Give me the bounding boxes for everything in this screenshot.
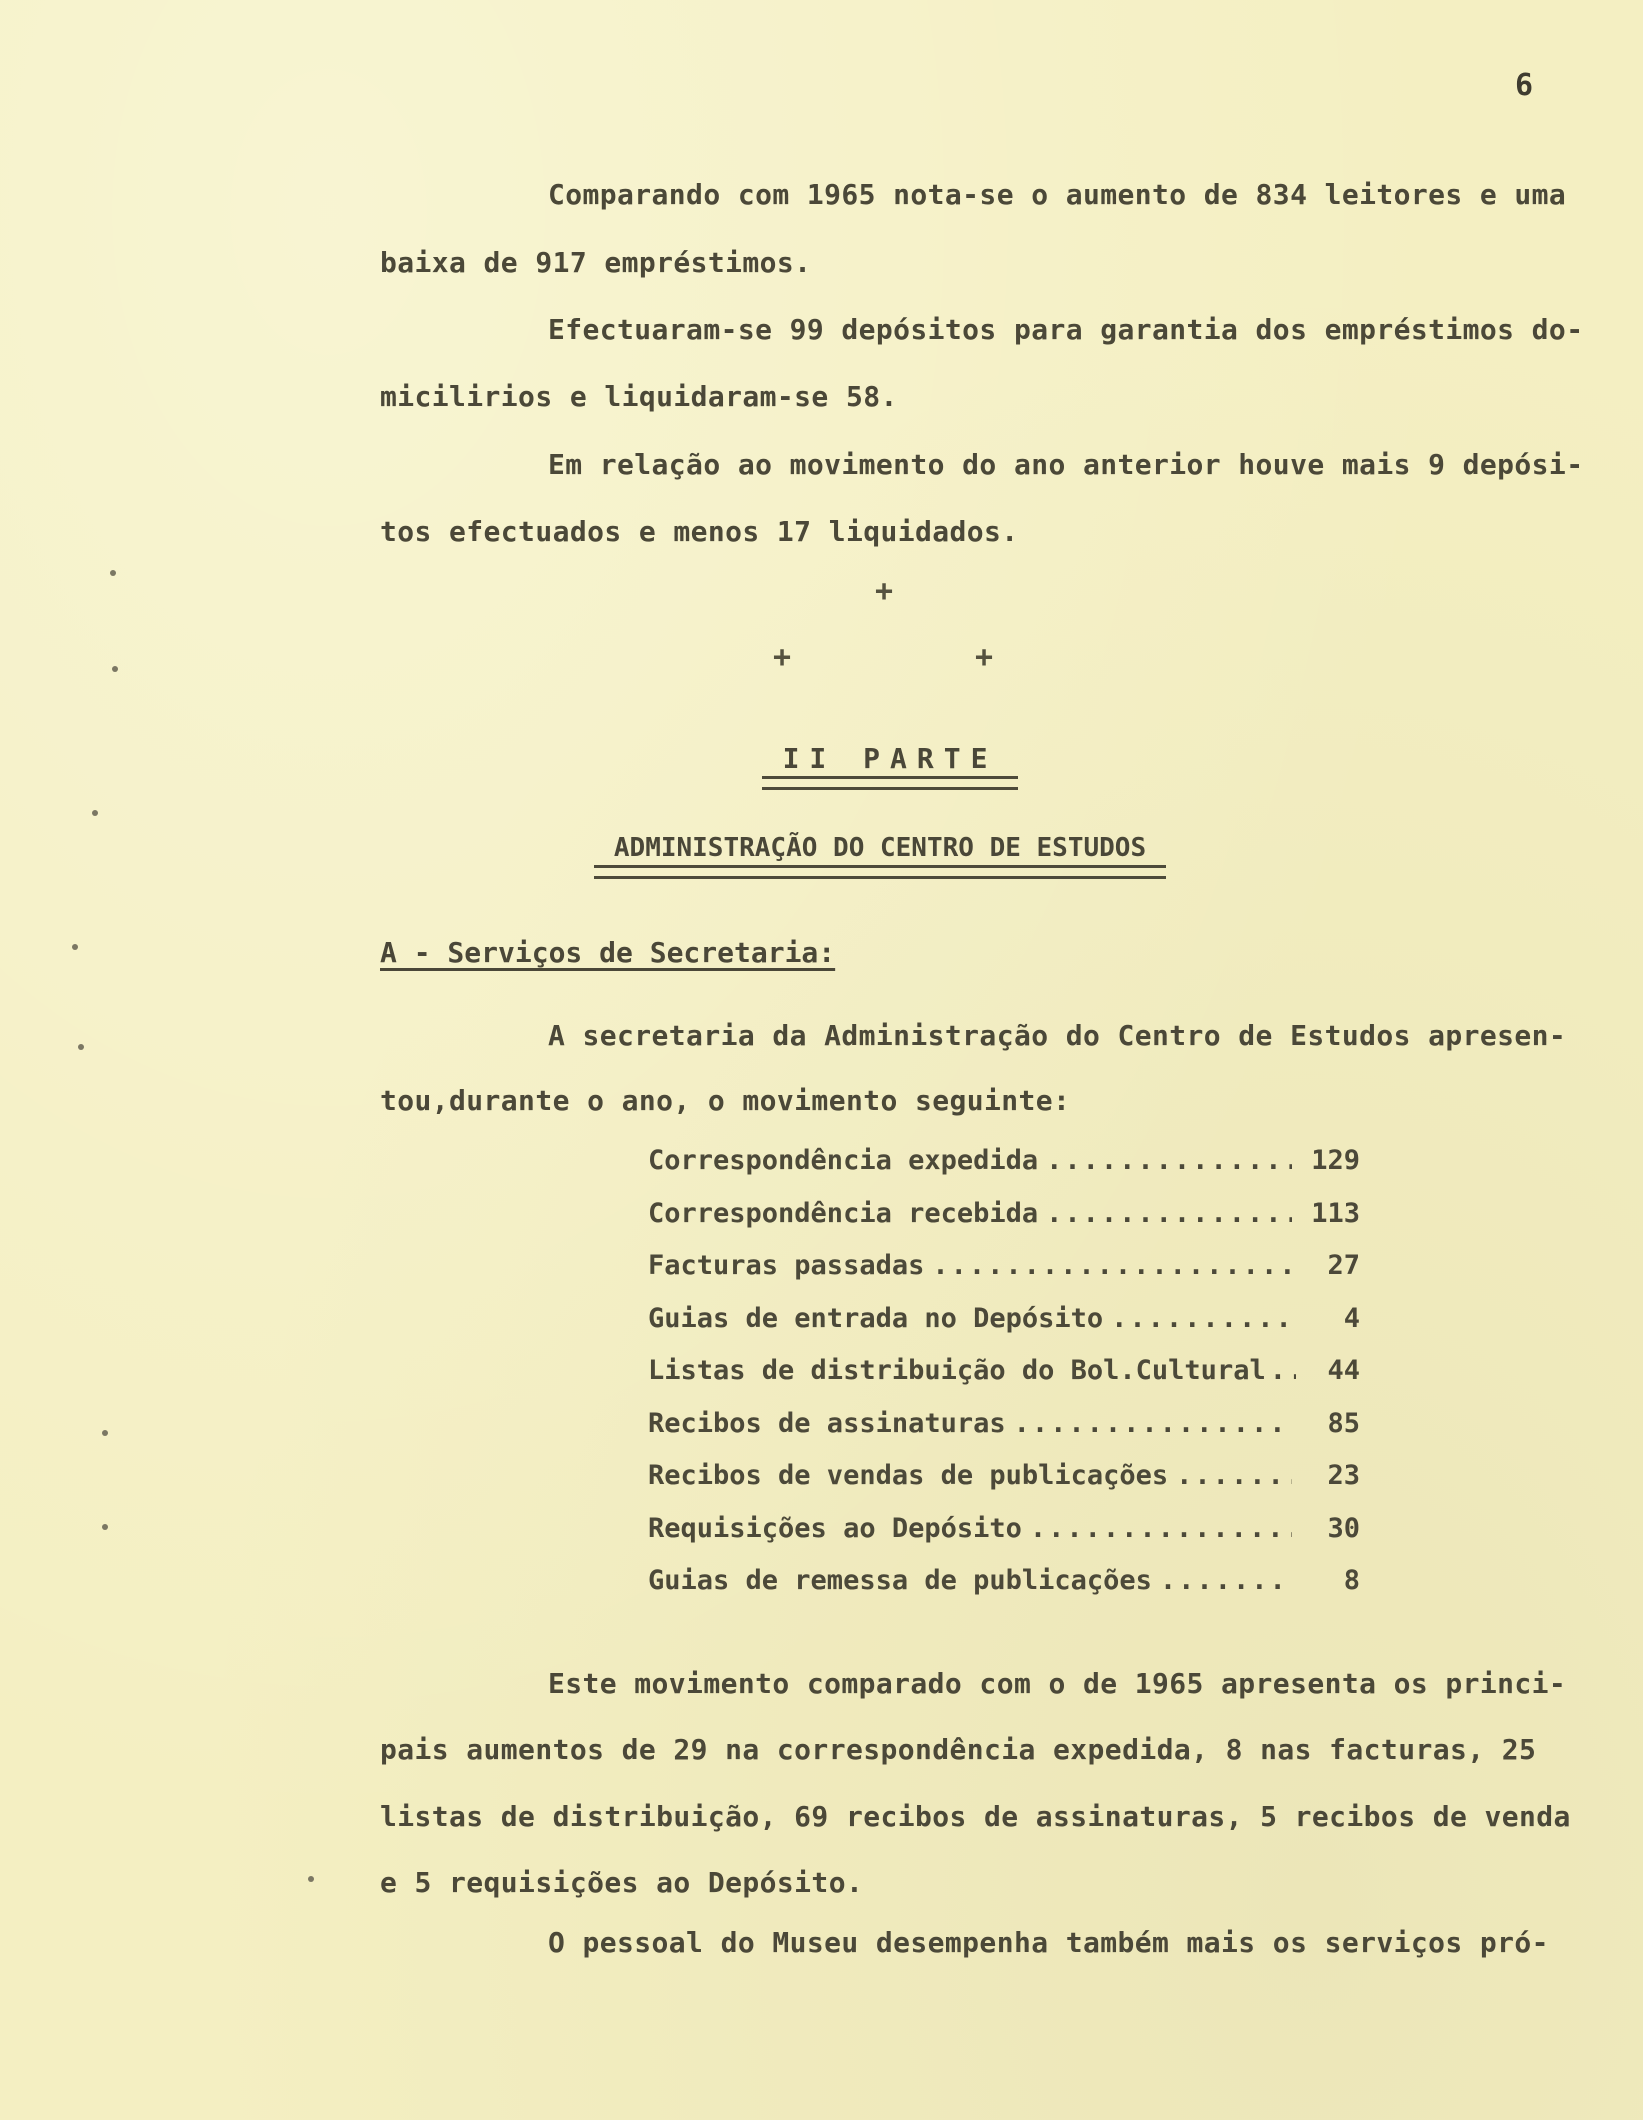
leader-dots <box>1111 1303 1292 1334</box>
movements-list <box>648 1145 1360 1618</box>
section-title: A - Serviços de Secretaria: <box>380 936 836 969</box>
intro-line-1: A secretaria da Administração do Centro de Estudos apresen- <box>548 1019 1567 1052</box>
intro-line-2: tou,durante o ano, o movimento seguinte: <box>380 1084 1071 1117</box>
leader-dots <box>1046 1198 1292 1229</box>
list-item-label: Requisições ao Depósito <box>648 1512 1022 1544</box>
leader-dots <box>932 1250 1292 1281</box>
list-item-value: 85 <box>1327 1407 1360 1439</box>
margin-speck <box>92 810 98 816</box>
list-item-label: Listas de distribuição do Bol.Cultural <box>648 1355 1266 1386</box>
comparison-line-2: pais aumentos de 29 na correspondência expedida, 8 nas facturas, 25 <box>380 1733 1537 1766</box>
separator-mark-right: + <box>975 640 994 675</box>
margin-speck <box>110 570 116 576</box>
page-number: 6 <box>1514 68 1533 103</box>
list-item-label: Guias de entrada no Depósito <box>648 1302 1104 1334</box>
list-item <box>648 1198 1360 1251</box>
list-item-label: Guias de remessa de publicações <box>648 1565 1152 1596</box>
paragraph-3-line-1: Em relação ao movimento do ano anterior houve mais 9 depósi- <box>548 448 1584 481</box>
closing-line-1: O pessoal do Museu desempenha também mais os serviços pró- <box>548 1926 1549 1959</box>
list-item <box>648 1565 1360 1618</box>
list-item-value: 23 <box>1327 1460 1360 1491</box>
list-item-value: 113 <box>1311 1197 1360 1229</box>
list-item-label: Recibos de assinaturas <box>648 1407 1006 1439</box>
list-item <box>648 1408 1360 1461</box>
comparison-line-1: Este movimento comparado com o de 1965 apresenta os princi- <box>548 1667 1567 1700</box>
leader-dots <box>1046 1145 1292 1176</box>
list-item-value: 4 <box>1343 1302 1360 1334</box>
paragraph-3-line-2: tos efectuados e menos 17 liquidados. <box>380 515 1019 548</box>
margin-speck <box>102 1524 108 1530</box>
list-item-value: 30 <box>1327 1512 1360 1544</box>
part-heading: II PARTE <box>782 742 998 775</box>
paragraph-2-line-1: Efectuaram-se 99 depósitos para garantia dos empréstimos do- <box>548 313 1584 346</box>
list-item-label: Facturas passadas <box>648 1250 925 1281</box>
list-item <box>648 1250 1360 1303</box>
leader-dots <box>1270 1355 1296 1386</box>
margin-speck <box>112 666 118 672</box>
list-item <box>648 1513 1360 1566</box>
list-item <box>648 1460 1360 1513</box>
separator-mark-left: + <box>773 640 792 675</box>
leader-dots <box>1160 1565 1292 1596</box>
margin-speck <box>72 944 78 950</box>
list-item <box>648 1303 1360 1356</box>
paragraph-1-line-2: baixa de 917 empréstimos. <box>380 246 812 279</box>
list-item-label: Correspondência recebida <box>648 1197 1039 1229</box>
comparison-line-4: e 5 requisições ao Depósito. <box>380 1866 864 1899</box>
leader-dots <box>1014 1408 1292 1439</box>
list-item-value: 8 <box>1343 1565 1360 1596</box>
part-heading-underline <box>762 776 1018 790</box>
list-item-value: 129 <box>1311 1145 1360 1176</box>
list-item-value: 27 <box>1327 1250 1360 1281</box>
leader-dots <box>1176 1460 1292 1491</box>
list-item <box>648 1355 1360 1408</box>
list-item-value: 44 <box>1327 1355 1360 1386</box>
list-item-label: Recibos de vendas de publicações <box>648 1460 1169 1491</box>
separator-mark-top: + <box>875 574 894 609</box>
part-subheading: ADMINISTRAÇÃO DO CENTRO DE ESTUDOS <box>613 833 1147 863</box>
margin-speck <box>102 1430 108 1436</box>
paragraph-1-line-1: Comparando com 1965 nota-se o aumento de 834 leitores e uma <box>548 178 1567 211</box>
leader-dots <box>1030 1513 1292 1544</box>
part-subheading-underline <box>594 865 1166 879</box>
comparison-line-3: listas de distribuição, 69 recibos de assinaturas, 5 recibos de venda <box>380 1800 1571 1833</box>
margin-speck <box>78 1044 84 1050</box>
margin-speck <box>308 1876 314 1882</box>
list-item-label: Correspondência expedida <box>648 1145 1039 1176</box>
list-item <box>648 1145 1360 1198</box>
paragraph-2-line-2: micilirios e liquidaram-se 58. <box>380 380 898 413</box>
